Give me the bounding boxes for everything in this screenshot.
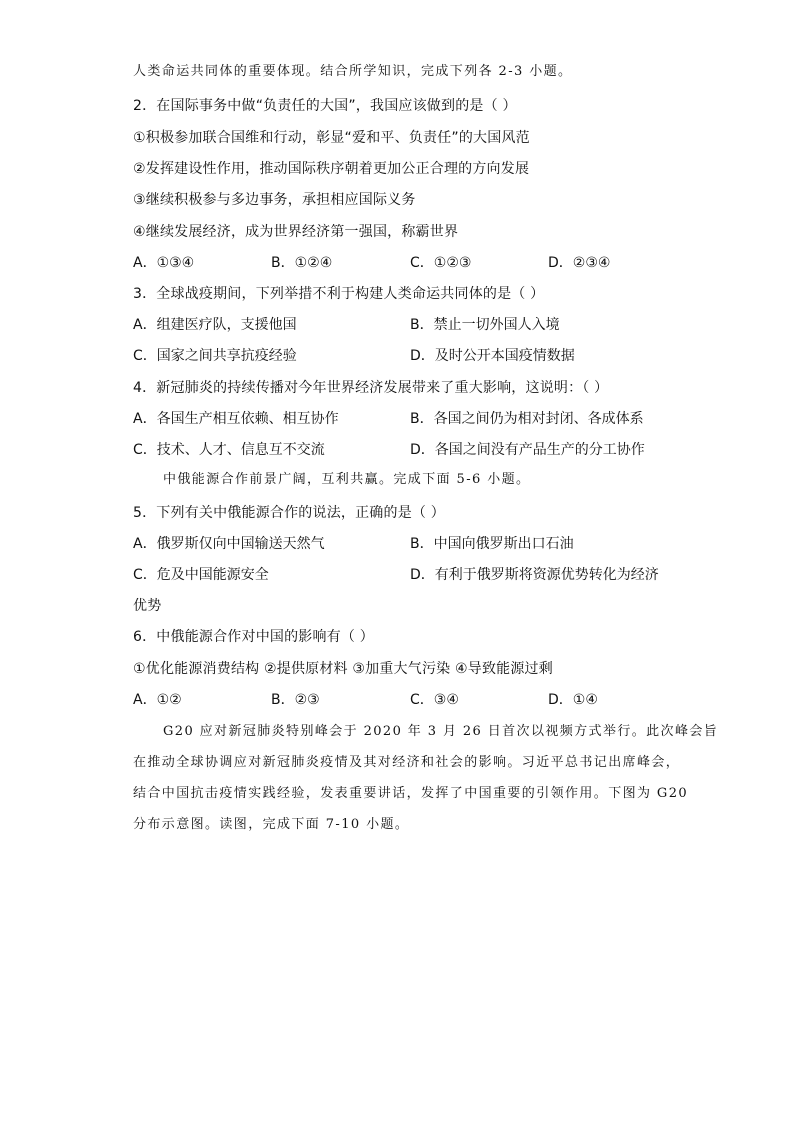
intro-tail-text: 人类命运共同体的重要体现。结合所学知识，完成下列各 2-3 小题。 xyxy=(133,64,573,79)
q4-option-c[interactable]: C．技术、人才、信息互不交流 xyxy=(133,442,325,458)
q6-stem: 6．中俄能源合作对中国的影响有（ ） xyxy=(133,629,374,645)
q3-option-d[interactable]: D．及时公开本国疫情数据 xyxy=(410,348,575,364)
q2-statement-2: ②发挥建设性作用，推动国际秩序朝着更加公正合理的方向发展 xyxy=(133,161,530,177)
q5-option-d[interactable]: D．有利于俄罗斯将资源优势转化为经济 xyxy=(410,567,659,583)
q2-stem: 2．在国际事务中做“负责任的大国”，我国应该做到的是（ ） xyxy=(133,98,517,114)
q2-option-a[interactable]: A．①③④ xyxy=(133,255,195,271)
q2-statement-1: ①积极参加联合国维和行动，彰显“爱和平、负责任”的大国风范 xyxy=(133,130,530,146)
passage-g20-line-2: 在推动全球协调应对新冠肺炎疫情及其对经济和社会的影响。习近平总书记出席峰会， xyxy=(133,755,681,770)
q5-stem: 5．下列有关中俄能源合作的说法，正确的是（ ） xyxy=(133,505,445,521)
q5-option-a[interactable]: A．俄罗斯仅向中国输送天然气 xyxy=(133,536,325,552)
q6-option-a[interactable]: A．①② xyxy=(133,692,182,708)
q5-option-c[interactable]: C．危及中国能源安全 xyxy=(133,567,269,583)
passage-energy: 中俄能源合作前景广阔，互利共赢。完成下面 5-6 小题。 xyxy=(163,472,531,487)
passage-g20-line-1: G20 应对新冠肺炎特别峰会于 2020 年 3 月 26 日首次以视频方式举行。此次峰会旨 xyxy=(163,724,719,739)
q2-statement-4: ④继续发展经济，成为世界经济第一强国，称霸世界 xyxy=(133,224,459,240)
q6-statements: ①优化能源消费结构 ②提供原材料 ③加重大气污染 ④导致能源过剩 xyxy=(133,661,553,677)
q4-option-a[interactable]: A．各国生产相互依赖、相互协作 xyxy=(133,411,339,427)
q5-option-d-wrap: 优势 xyxy=(133,598,162,614)
q3-option-c[interactable]: C．国家之间共享抗疫经验 xyxy=(133,348,297,364)
passage-g20-line-4: 分布示意图。读图，完成下面 7-10 小题。 xyxy=(133,817,410,832)
q3-option-a[interactable]: A．组建医疗队，支援他国 xyxy=(133,317,297,333)
q2-statement-3: ③继续积极参与多边事务，承担相应国际义务 xyxy=(133,192,416,208)
q4-option-d[interactable]: D．各国之间没有产品生产的分工协作 xyxy=(410,442,645,458)
q3-option-b[interactable]: B．禁止一切外国人入境 xyxy=(410,317,560,333)
q5-option-b[interactable]: B．中国向俄罗斯出口石油 xyxy=(410,536,574,552)
q4-stem: 4．新冠肺炎的持续传播对今年世界经济发展带来了重大影响，这说明：（ ） xyxy=(133,380,609,396)
q2-option-d[interactable]: D．②③④ xyxy=(548,255,611,271)
q6-option-d[interactable]: D．①④ xyxy=(548,692,598,708)
q2-option-b[interactable]: B．①②④ xyxy=(271,255,333,271)
q2-option-c[interactable]: C．①②③ xyxy=(410,255,472,271)
passage-g20-line-3: 结合中国抗击疫情实践经验，发表重要讲话，发挥了中国重要的引领作用。下图为 G20 xyxy=(133,786,689,801)
q3-stem: 3．全球战疫期间，下列举措不利于构建人类命运共同体的是（ ） xyxy=(133,286,545,302)
q4-option-b[interactable]: B．各国之间仍为相对封闭、各成体系 xyxy=(410,411,644,427)
q6-option-c[interactable]: C．③④ xyxy=(410,692,459,708)
q6-option-b[interactable]: B．②③ xyxy=(271,692,320,708)
